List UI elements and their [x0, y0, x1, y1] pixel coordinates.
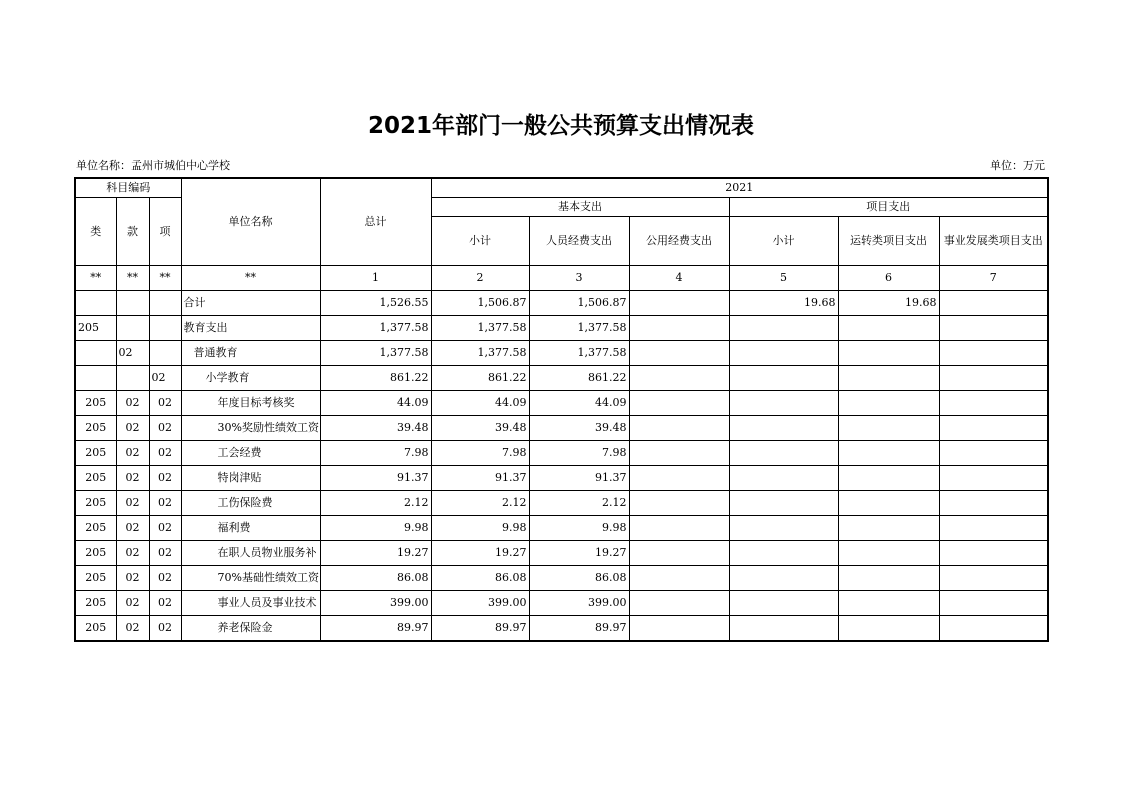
lei-cell: 205	[75, 516, 116, 541]
project-subtotal-cell	[729, 441, 838, 466]
table-row	[75, 566, 1048, 591]
transport-project-cell	[838, 441, 939, 466]
kuan-cell: 02	[116, 466, 149, 491]
lei-cell: 205	[75, 441, 116, 466]
basic-subtotal-cell: 1,506.87	[431, 291, 529, 316]
code-cell: 7	[939, 266, 1048, 291]
table-row	[75, 541, 1048, 566]
transport-project-cell	[838, 541, 939, 566]
lei-cell	[75, 366, 116, 391]
item-name-cell: 福利费	[181, 516, 320, 541]
basic-subtotal-cell: 89.97	[431, 616, 529, 642]
table-row	[75, 416, 1048, 441]
project-expense-header: 项目支出	[729, 198, 1048, 217]
public-expense-cell	[629, 591, 729, 616]
public-expense-cell	[629, 491, 729, 516]
transport-project-cell	[838, 416, 939, 441]
code-cell: 4	[629, 266, 729, 291]
total-cell: 1,377.58	[320, 341, 431, 366]
table-row	[75, 616, 1048, 642]
item-name-cell: 普通教育	[181, 341, 320, 366]
table-row	[75, 466, 1048, 491]
total-cell: 399.00	[320, 591, 431, 616]
development-project-cell	[939, 391, 1048, 416]
project-subtotal-cell	[729, 466, 838, 491]
personnel-cell: 89.97	[529, 616, 629, 642]
item-name-cell: 工伤保险费	[181, 491, 320, 516]
development-project-cell	[939, 291, 1048, 316]
public-expense-cell	[629, 566, 729, 591]
kuan-cell: 02	[116, 541, 149, 566]
project-subtotal-cell	[729, 366, 838, 391]
project-subtotal-cell	[729, 516, 838, 541]
table-row	[75, 316, 1048, 341]
development-project-cell	[939, 466, 1048, 491]
budget-table	[74, 177, 1049, 642]
personnel-cell: 44.09	[529, 391, 629, 416]
kuan-cell: 02	[116, 591, 149, 616]
project-subtotal-cell	[729, 391, 838, 416]
basic-subtotal-cell: 44.09	[431, 391, 529, 416]
total-cell: 7.98	[320, 441, 431, 466]
transport-project-cell	[838, 591, 939, 616]
xiang-cell: 02	[149, 516, 181, 541]
table-row	[75, 391, 1048, 416]
item-name-cell: 工会经费	[181, 441, 320, 466]
xiang-cell: 02	[149, 541, 181, 566]
kuan-header: 款	[116, 198, 149, 266]
public-expense-cell	[629, 341, 729, 366]
total-cell: 2.12	[320, 491, 431, 516]
unit-name: 单位名称：孟州市城伯中心学校	[76, 159, 230, 172]
personnel-cell: 1,377.58	[529, 316, 629, 341]
xiang-cell	[149, 291, 181, 316]
item-name-cell: 教育支出	[181, 316, 320, 341]
page-title: 2021年部门一般公共预算支出情况表	[367, 113, 754, 139]
kuan-cell	[116, 316, 149, 341]
kuan-cell	[116, 291, 149, 316]
total-cell: 19.27	[320, 541, 431, 566]
personnel-cell: 19.27	[529, 541, 629, 566]
item-name-cell: 事业人员及事业技术	[181, 591, 320, 616]
lei-cell: 205	[75, 391, 116, 416]
kuan-cell	[116, 366, 149, 391]
item-name-cell: 合计	[181, 291, 320, 316]
kuan-cell: 02	[116, 616, 149, 642]
code-cell: **	[181, 266, 320, 291]
code-cell: 5	[729, 266, 838, 291]
public-expense-cell	[629, 466, 729, 491]
total-cell: 1,526.55	[320, 291, 431, 316]
basic-subtotal-cell: 39.48	[431, 416, 529, 441]
currency-unit: 单位：万元	[990, 159, 1045, 172]
public-expense-cell	[629, 541, 729, 566]
total-cell: 86.08	[320, 566, 431, 591]
personnel-cell: 86.08	[529, 566, 629, 591]
lei-cell	[75, 341, 116, 366]
basic-subtotal-cell: 399.00	[431, 591, 529, 616]
development-project-cell	[939, 341, 1048, 366]
basic-subtotal-cell: 1,377.58	[431, 341, 529, 366]
dept-name-header: 单位名称	[181, 178, 320, 266]
public-expense-cell	[629, 416, 729, 441]
lei-cell: 205	[75, 541, 116, 566]
item-name-cell: 小学教育	[181, 366, 320, 391]
transport-project-cell	[838, 491, 939, 516]
subject-code-header: 科目编码	[75, 178, 181, 198]
project-subtotal-cell	[729, 491, 838, 516]
item-name-cell: 70%基础性绩效工资	[181, 566, 320, 591]
code-cell: 3	[529, 266, 629, 291]
project-subtotal-cell	[729, 616, 838, 642]
code-cell: **	[149, 266, 181, 291]
transport-project-header: 运转类项目支出	[838, 217, 939, 266]
basic-subtotal-cell: 91.37	[431, 466, 529, 491]
item-name-cell: 30%奖励性绩效工资	[181, 416, 320, 441]
xiang-cell: 02	[149, 466, 181, 491]
personnel-cell: 861.22	[529, 366, 629, 391]
project-subtotal-cell	[729, 416, 838, 441]
transport-project-cell: 19.68	[838, 291, 939, 316]
personnel-cell: 1,377.58	[529, 341, 629, 366]
public-expense-cell	[629, 291, 729, 316]
kuan-cell: 02	[116, 341, 149, 366]
item-name-cell: 年度目标考核奖	[181, 391, 320, 416]
project-subtotal-cell	[729, 566, 838, 591]
basic-subtotal-cell: 2.12	[431, 491, 529, 516]
development-project-cell	[939, 316, 1048, 341]
lei-cell: 205	[75, 616, 116, 642]
item-name-cell: 在职人员物业服务补	[181, 541, 320, 566]
development-project-header: 事业发展类项目支出	[939, 217, 1048, 266]
total-cell: 39.48	[320, 416, 431, 441]
kuan-cell: 02	[116, 491, 149, 516]
code-cell: 1	[320, 266, 431, 291]
basic-subtotal-cell: 86.08	[431, 566, 529, 591]
total-cell: 1,377.58	[320, 316, 431, 341]
development-project-cell	[939, 416, 1048, 441]
code-row	[75, 266, 1048, 291]
transport-project-cell	[838, 616, 939, 642]
transport-project-cell	[838, 341, 939, 366]
lei-cell: 205	[75, 466, 116, 491]
personnel-cell: 91.37	[529, 466, 629, 491]
lei-cell: 205	[75, 491, 116, 516]
basic-subtotal-cell: 19.27	[431, 541, 529, 566]
public-expense-cell	[629, 366, 729, 391]
xiang-cell: 02	[149, 391, 181, 416]
table-row	[75, 291, 1048, 316]
item-name-cell: 养老保险金	[181, 616, 320, 642]
total-cell: 861.22	[320, 366, 431, 391]
project-subtotal-cell	[729, 341, 838, 366]
development-project-cell	[939, 541, 1048, 566]
total-cell: 91.37	[320, 466, 431, 491]
development-project-cell	[939, 616, 1048, 642]
transport-project-cell	[838, 366, 939, 391]
lei-cell: 205	[75, 566, 116, 591]
xiang-cell: 02	[149, 416, 181, 441]
total-header: 总计	[320, 178, 431, 266]
development-project-cell	[939, 566, 1048, 591]
basic-subtotal-header: 小计	[431, 217, 529, 266]
development-project-cell	[939, 441, 1048, 466]
project-subtotal-cell	[729, 316, 838, 341]
code-cell: 2	[431, 266, 529, 291]
lei-cell: 205	[75, 316, 116, 341]
table-row	[75, 366, 1048, 391]
xiang-cell: 02	[149, 441, 181, 466]
personnel-cell: 2.12	[529, 491, 629, 516]
basic-subtotal-cell: 7.98	[431, 441, 529, 466]
table-row	[75, 341, 1048, 366]
transport-project-cell	[838, 566, 939, 591]
transport-project-cell	[838, 516, 939, 541]
table-body	[75, 291, 1048, 642]
lei-cell	[75, 291, 116, 316]
xiang-header: 项	[149, 198, 181, 266]
public-expense-cell	[629, 516, 729, 541]
xiang-cell: 02	[149, 616, 181, 642]
table-row	[75, 441, 1048, 466]
public-expense-cell	[629, 616, 729, 642]
basic-subtotal-cell: 1,377.58	[431, 316, 529, 341]
personnel-cell: 1,506.87	[529, 291, 629, 316]
development-project-cell	[939, 591, 1048, 616]
xiang-cell: 02	[149, 366, 181, 391]
project-subtotal-cell	[729, 541, 838, 566]
basic-subtotal-cell: 9.98	[431, 516, 529, 541]
code-cell: 6	[838, 266, 939, 291]
transport-project-cell	[838, 391, 939, 416]
lei-cell: 205	[75, 416, 116, 441]
xiang-cell	[149, 341, 181, 366]
public-expense-header: 公用经费支出	[629, 217, 729, 266]
transport-project-cell	[838, 316, 939, 341]
public-expense-cell	[629, 316, 729, 341]
total-cell: 9.98	[320, 516, 431, 541]
table-row	[75, 491, 1048, 516]
development-project-cell	[939, 491, 1048, 516]
public-expense-cell	[629, 391, 729, 416]
basic-subtotal-cell: 861.22	[431, 366, 529, 391]
development-project-cell	[939, 516, 1048, 541]
table-row	[75, 516, 1048, 541]
lei-header: 类	[75, 198, 116, 266]
item-name-cell: 特岗津贴	[181, 466, 320, 491]
kuan-cell: 02	[116, 416, 149, 441]
project-subtotal-header: 小计	[729, 217, 838, 266]
development-project-cell	[939, 366, 1048, 391]
code-cell: **	[75, 266, 116, 291]
xiang-cell: 02	[149, 566, 181, 591]
personnel-cell: 39.48	[529, 416, 629, 441]
public-expense-cell	[629, 441, 729, 466]
personnel-header: 人员经费支出	[529, 217, 629, 266]
kuan-cell: 02	[116, 441, 149, 466]
transport-project-cell	[838, 466, 939, 491]
personnel-cell: 7.98	[529, 441, 629, 466]
year-header: 2021	[431, 178, 1048, 198]
xiang-cell: 02	[149, 591, 181, 616]
total-cell: 89.97	[320, 616, 431, 642]
lei-cell: 205	[75, 591, 116, 616]
table-header	[75, 178, 1048, 291]
xiang-cell	[149, 316, 181, 341]
project-subtotal-cell	[729, 591, 838, 616]
kuan-cell: 02	[116, 516, 149, 541]
basic-expense-header: 基本支出	[431, 198, 729, 217]
project-subtotal-cell: 19.68	[729, 291, 838, 316]
xiang-cell: 02	[149, 491, 181, 516]
personnel-cell: 9.98	[529, 516, 629, 541]
kuan-cell: 02	[116, 566, 149, 591]
kuan-cell: 02	[116, 391, 149, 416]
table-row	[75, 591, 1048, 616]
personnel-cell: 399.00	[529, 591, 629, 616]
code-cell: **	[116, 266, 149, 291]
total-cell: 44.09	[320, 391, 431, 416]
